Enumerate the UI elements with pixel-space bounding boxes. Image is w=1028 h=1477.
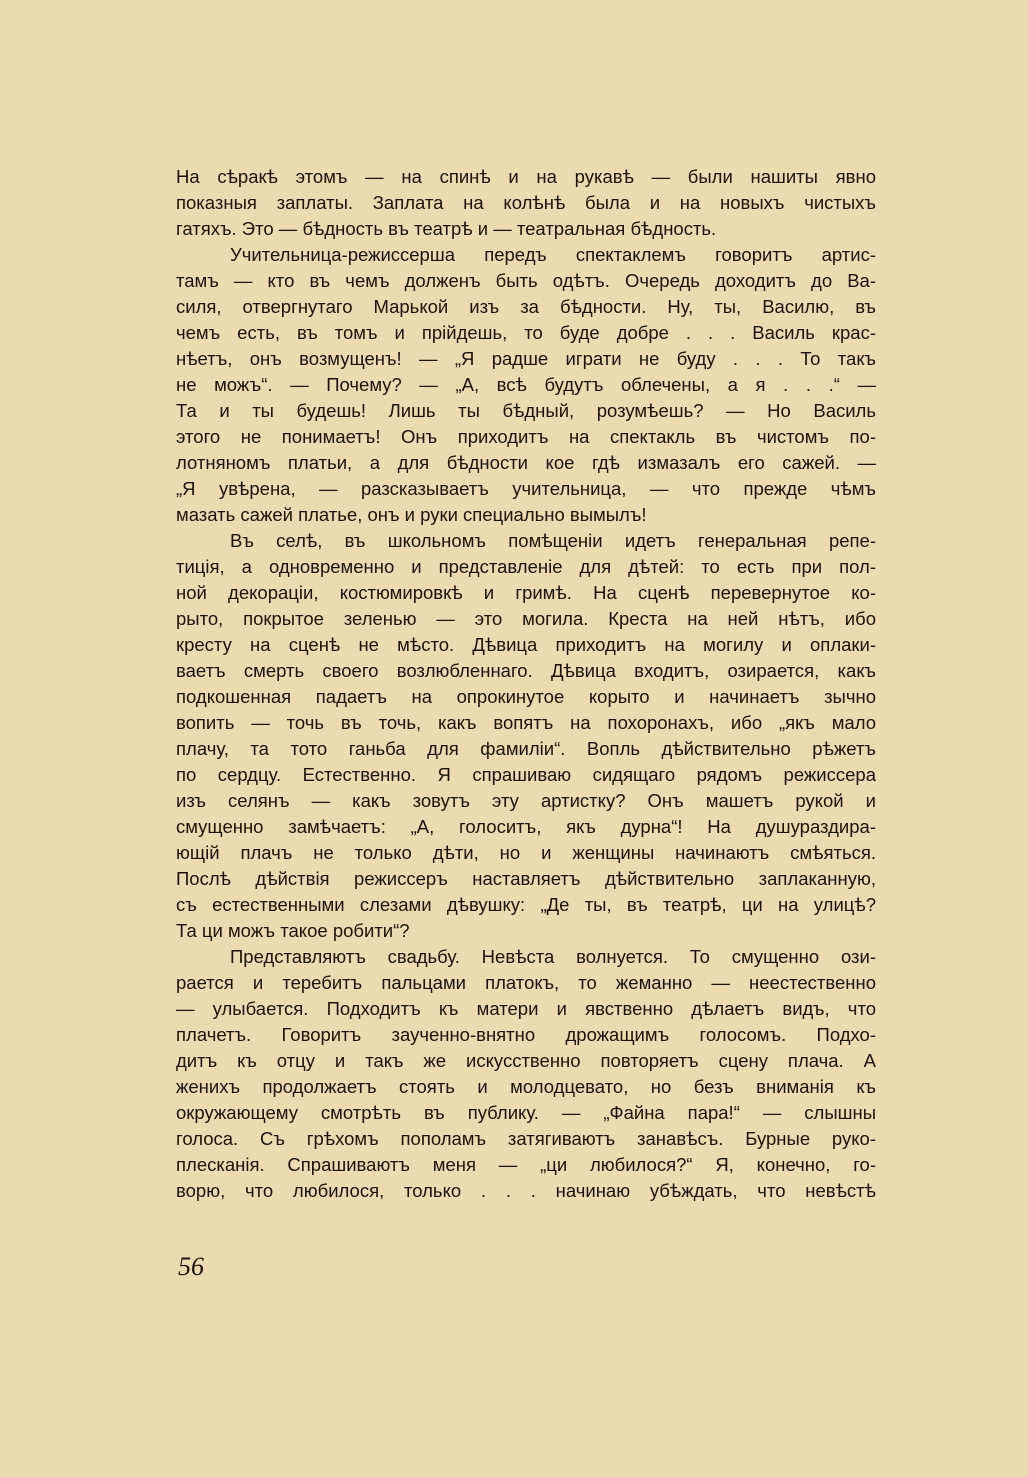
text-line: вопить — точь въ точь, какъ вопятъ на похоронахъ, ибо „якъ мало xyxy=(176,712,876,733)
page-number: 56 xyxy=(178,1252,204,1281)
text-line: рыто, покрытое зеленью — это могила. Креста на ней нѣтъ, ибо xyxy=(176,608,876,629)
text-line: лотняномъ платьи, а для бѣдности кое гдѣ измазалъ его сажей. — xyxy=(176,452,876,473)
text-line: тиція, а одновременно и представленіе для дѣтей: то есть при пол- xyxy=(176,556,876,577)
text-line: Представляютъ свадьбу. Невѣста волнуется. То смущенно ози- xyxy=(230,946,876,967)
text-line: Въ селѣ, въ школьномъ помѣщеніи идетъ генеральная репе- xyxy=(230,530,876,551)
text-line: женихъ продолжаетъ стоять и молодцевато, но безъ вниманія къ xyxy=(176,1076,876,1097)
text-line: голоса. Съ грѣхомъ пополамъ затягиваютъ занавѣсъ. Бурные руко- xyxy=(176,1128,876,1149)
text-line: Послѣ дѣйствія режиссеръ наставляетъ дѣйствительно заплаканную, xyxy=(176,868,876,889)
text-line: тамъ — кто въ чемъ долженъ быть одѣтъ. Очередь доходитъ до Ва- xyxy=(176,270,876,291)
text-line: нѣетъ, онъ возмущенъ! — „Я радше играти не буду . . . То такъ xyxy=(176,348,876,369)
text-line: чемъ есть, въ томъ и прійдешь, то буде добре . . . Василь крас- xyxy=(176,322,876,343)
text-line: гатяхъ. Это — бѣдность въ театрѣ и — театральная бѣдность. xyxy=(176,218,717,239)
paragraph xyxy=(176,944,876,1204)
text-line: этого не понимаетъ! Онъ приходитъ на спектакль въ чистомъ по- xyxy=(176,426,876,447)
text-line: смущенно замѣчаетъ: „А, голоситъ, якъ дурна“! На душураздира- xyxy=(176,816,876,837)
text-line: плачетъ. Говоритъ заученно-внятно дрожащимъ голосомъ. Подхо- xyxy=(176,1024,876,1045)
text-line: ваетъ смерть своего возлюбленнаго. Дѣвица входитъ, озирается, какъ xyxy=(176,660,876,681)
text-line: показныя заплаты. Заплата на колѣнѣ была и на новыхъ чистыхъ xyxy=(176,192,876,213)
text-line: На сѣракѣ этомъ — на спинѣ и на рукавѣ — были нашиты явно xyxy=(176,166,876,187)
text-line: дитъ къ отцу и такъ же искусственно повторяетъ сцену плача. А xyxy=(176,1050,876,1071)
text-line: по сердцу. Естественно. Я спрашиваю сидящаго рядомъ режиссера xyxy=(176,764,876,785)
paragraph xyxy=(176,164,876,242)
paragraph xyxy=(176,242,876,528)
text-line: — улыбается. Подходитъ къ матери и явственно дѣлаетъ видъ, что xyxy=(176,998,876,1019)
text-line: плачу, та тото ганьба для фамиліи“. Вопль дѣйствительно рѣжетъ xyxy=(176,738,876,759)
text-line: ющій плачъ не только дѣти, но и женщины начинаютъ смѣяться. xyxy=(176,842,876,863)
body-text xyxy=(176,164,876,1204)
text-line: изъ селянъ — какъ зовутъ эту артистку? Онъ машетъ рукой и xyxy=(176,790,876,811)
paragraph xyxy=(176,528,876,944)
text-line: Та и ты будешь! Лишь ты бѣдный, розумѣешь? — Но Василь xyxy=(176,400,876,421)
text-line: Учительница-режиссерша передъ спектаклемъ говоритъ артис- xyxy=(230,244,876,265)
text-line: ной декораціи, костюмировкѣ и гримѣ. На сценѣ перевернутое ко- xyxy=(176,582,876,603)
text-line: „Я увѣрена, — разсказываетъ учительница, — что прежде чѣмъ xyxy=(176,478,876,499)
text-line: ворю, что любилося, только . . . начинаю убѣждать, что невѣстѣ xyxy=(176,1180,876,1201)
text-line: окружающему смотрѣть въ публику. — „Файна пара!“ — слышны xyxy=(176,1102,876,1123)
text-line: подкошенная падаетъ на опрокинутое корыто и начинаетъ зычно xyxy=(176,686,876,707)
text-line: мазать сажей платье, онъ и руки специально вымылъ! xyxy=(176,504,647,525)
text-line: Та ци можъ такое робити“? xyxy=(176,920,410,941)
text-line: кресту на сценѣ не мѣсто. Дѣвица приходитъ на могилу и оплаки- xyxy=(176,634,876,655)
text-line: не можъ“. — Почему? — „А, всѣ будутъ облечены, а я . . .“ — xyxy=(176,374,876,395)
text-line: рается и теребитъ пальцами платокъ, то жеманно — неестественно xyxy=(176,972,876,993)
text-line: плесканія. Спрашиваютъ меня — „ци любилося?“ Я, конечно, го- xyxy=(176,1154,876,1175)
text-line: съ естественными слезами дѣвушку: „Де ты, въ театрѣ, ци на улицѣ? xyxy=(176,894,876,915)
text-line: силя, отвергнутаго Марькой изъ за бѣдности. Ну, ты, Василю, въ xyxy=(176,296,876,317)
